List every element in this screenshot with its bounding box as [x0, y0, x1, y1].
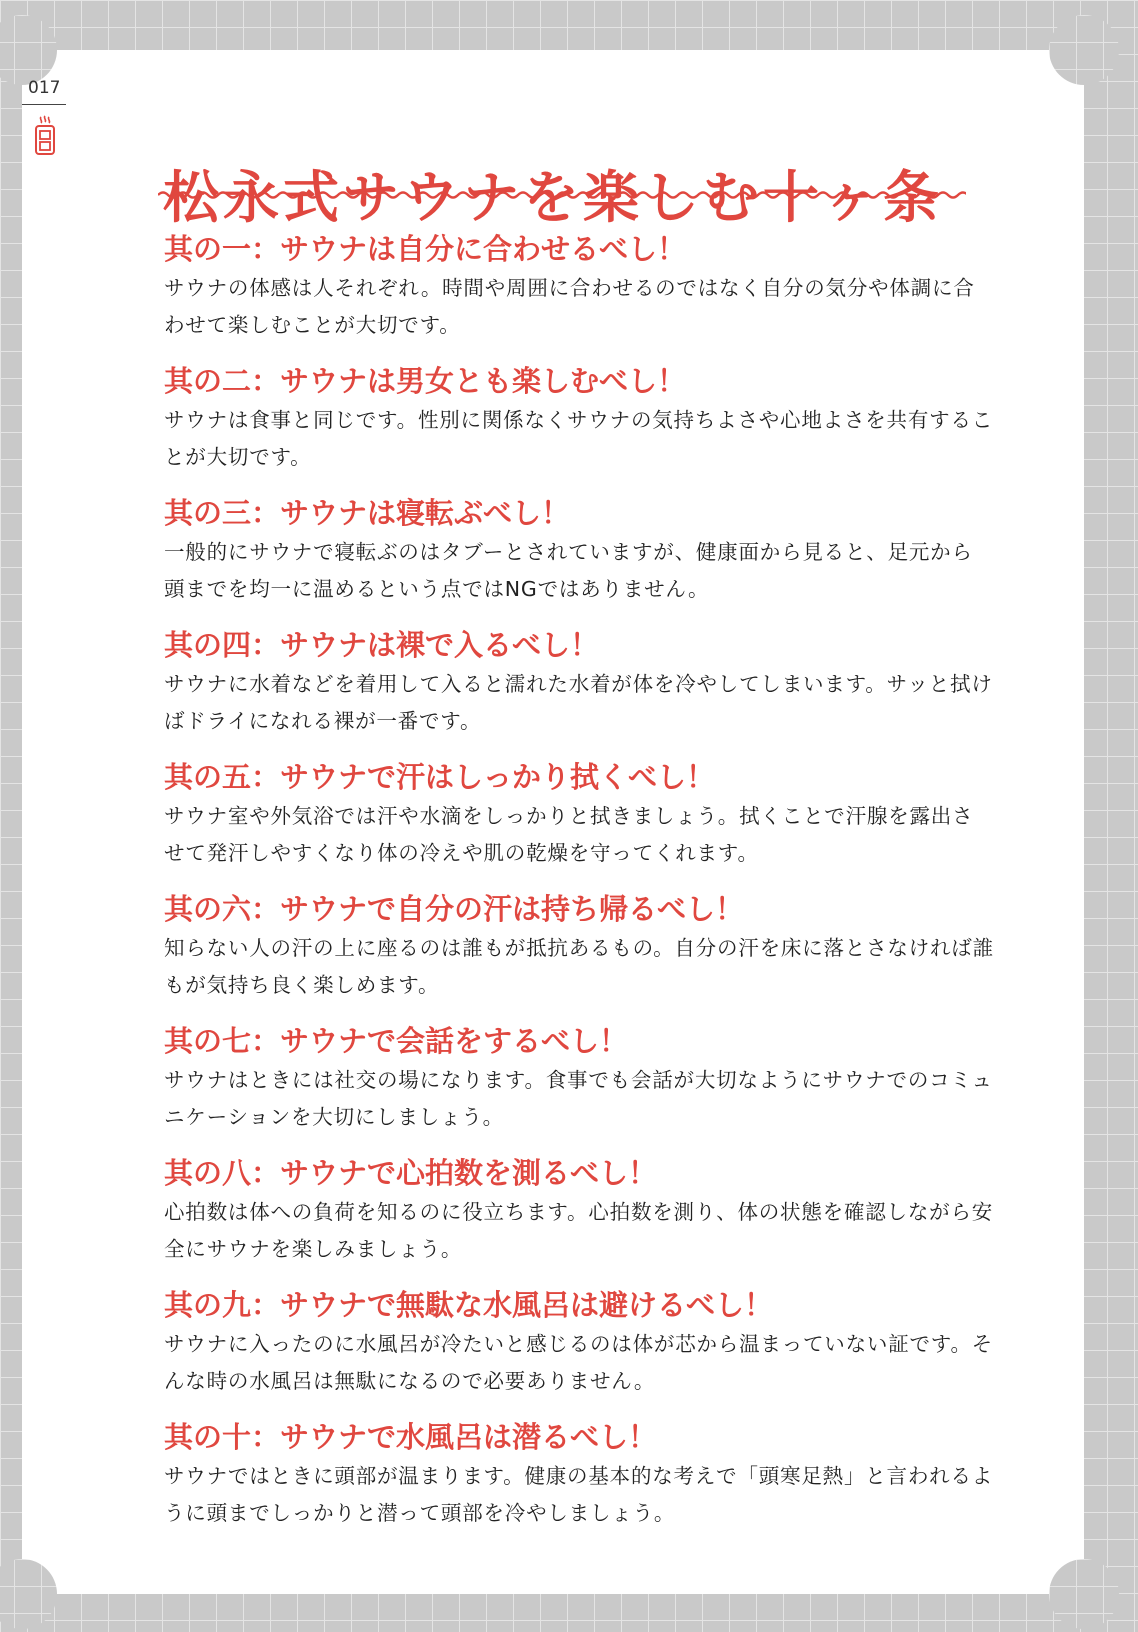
rule-body: サウナに水着などを着用して入ると濡れた水着が体を冷やしてしまいます。サッと拭けばドライになれる裸が一番です。: [164, 672, 993, 733]
rule-body: 知らない人の汗の上に座るのは誰もが抵抗あるもの。自分の汗を床に落とさなければ誰もが気持ち良く楽しめます。: [164, 936, 994, 997]
rule-heading: 其の二：サウナは男女とも楽しむべし！: [164, 364, 687, 398]
rule-item: [164, 888, 994, 1020]
rule-body: 一般的にサウナで寝転ぶのはタブーとされていますが、健康面から見ると、足元から頭までを均一に温めるという点ではNGではありません。: [164, 540, 973, 601]
rule-body: サウナ室や外気浴では汗や水滴をしっかりと拭きましょう。拭くことで汗腺を露出させて発汗しやすくなり体の冷えや肌の乾燥を守ってくれます。: [164, 804, 974, 865]
rule-heading: 其の八：サウナで心拍数を測るべし！: [164, 1156, 658, 1190]
rule-item: [164, 492, 994, 624]
rule-heading: 其の九：サウナで無駄な水風呂は避けるべし！: [164, 1288, 774, 1322]
rule-body: 心拍数は体への負荷を知るのに役立ちます。心拍数を測り、体の状態を確認しながら安全にサウナを楽しみましょう。: [164, 1200, 994, 1261]
bathhouse-icon: [34, 114, 56, 156]
rule-item: [164, 1284, 994, 1416]
rule-heading: 其の七：サウナで会話をするべし！: [164, 1024, 629, 1058]
corner-notch: [1049, 15, 1119, 85]
rule-heading: 其の五：サウナで汗はしっかり拭くべし！: [164, 760, 716, 794]
rule-item: [164, 1020, 994, 1152]
rule-heading: 其の六：サウナで自分の汗は持ち帰るべし！: [164, 892, 745, 926]
rule-heading: 其の四：サウナは裸で入るべし！: [164, 628, 600, 662]
corner-notch: [0, 15, 57, 85]
rule-heading: 其の十：サウナで水風呂は潜るべし！: [164, 1420, 658, 1454]
page-number: 017: [28, 78, 61, 98]
rule-item: [164, 624, 994, 756]
rule-item: [164, 756, 994, 888]
rule-body: サウナではときに頭部が温まります。健康の基本的な考えで「頭寒足熱」と言われるように頭までしっかりと潜って頭部を冷やしましょう。: [164, 1464, 994, 1525]
title-wave-underline: [158, 188, 966, 202]
corner-notch: [0, 1559, 57, 1629]
rule-heading: 其の一：サウナは自分に合わせるべし！: [164, 232, 687, 266]
rules-list: [164, 228, 994, 1548]
page-title: 松永式サウナを楽しむ十ヶ条: [163, 165, 943, 231]
rule-item: [164, 1416, 994, 1548]
rule-item: [164, 360, 994, 492]
rule-item: [164, 1152, 994, 1284]
page-number-divider: [22, 104, 66, 105]
rule-heading: 其の三：サウナは寝転ぶべし！: [164, 496, 571, 530]
rule-item: [164, 228, 994, 360]
page-sheet: [22, 50, 1084, 1594]
corner-notch: [1049, 1559, 1119, 1629]
rule-body: サウナに入ったのに水風呂が冷たいと感じるのは体が芯から温まっていない証です。そんな時の水風呂は無駄になるので必要ありません。: [164, 1332, 994, 1393]
rule-body: サウナは食事と同じです。性別に関係なくサウナの気持ちよさや心地よさを共有することが大切です。: [164, 408, 994, 469]
rule-body: サウナはときには社交の場になります。食事でも会話が大切なようにサウナでのコミュニケーションを大切にしましょう。: [164, 1068, 993, 1129]
rule-body: サウナの体感は人それぞれ。時間や周囲に合わせるのではなく自分の気分や体調に合わせて楽しむことが大切です。: [164, 276, 975, 337]
